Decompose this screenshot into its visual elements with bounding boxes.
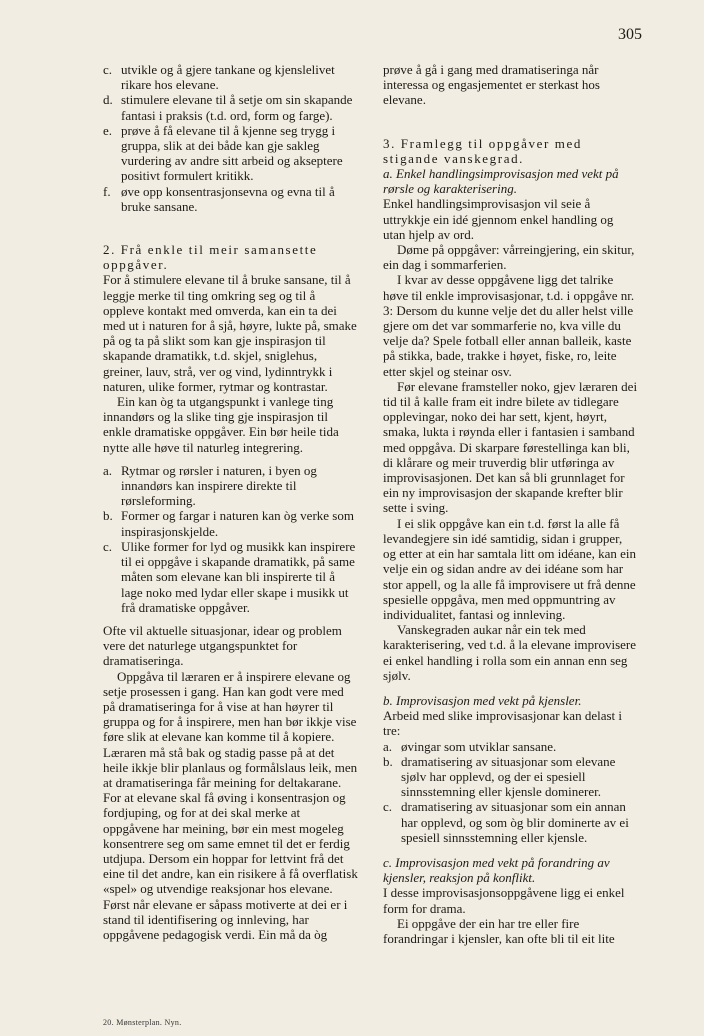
list-item	[103, 92, 358, 122]
emotion-list	[383, 739, 638, 845]
list-text: øve opp konsentrasjonsevna og evna til å bruke sansane.	[121, 183, 335, 214]
paragraph: I ei slik oppgåve kan ein t.d. først la alle få levandegjere sin idé samtidig, sidan i grupper, og etter at ein har samtala litt om idéane, kan ein velje ein og sidan andre av dei idéane som har stor appell, og la alle få improvisere ut frå denne spesielle oppgåva, men med oppmuntring av individualitet, fantasi og innleving.	[383, 515, 637, 622]
left-column	[103, 62, 358, 942]
list-text: Rytmar og rørsler i naturen, i byen og innandørs kan inspirere direkte til rørsleforming.	[121, 462, 317, 509]
list-marker: c.	[103, 538, 113, 554]
list-item	[103, 539, 358, 615]
subheading-b: b. Improvisasjon med vekt på kjensler.	[383, 692, 582, 708]
list-marker: f.	[103, 183, 111, 199]
footer-signature: 20. Mønsterplan. Nyn.	[103, 1018, 182, 1027]
page-number: 305	[618, 26, 642, 43]
list-item	[103, 184, 358, 214]
list-text: Ulike former for lyd og musikk kan inspirere til ei oppgåve i skapande dramatikk, på same måten som elevane kan bli inspirerte til å lage noko med lydar eller skape i musikk ut frå dramatiske oppgåver.	[121, 538, 356, 615]
list-marker: c.	[103, 62, 113, 77]
subheading-a: a. Enkel handlingsimprovisasjon med vekt på rørsle og karakterisering.	[383, 166, 619, 197]
section-heading-3: 3. Framlegg til oppgåver med stigande vanskegrad.	[383, 135, 582, 166]
subheading-c: c. Improvisasjon med vekt på forandring av kjensler, reaksjon på konflikt.	[383, 854, 610, 886]
list-item	[383, 739, 638, 754]
inspiration-list	[103, 463, 358, 615]
list-text: Former og fargar i naturen kan òg verke som inspirasjonskjelde.	[121, 508, 354, 539]
list-text: dramatisering av situasjonar som elevane sjølv har opplevd, og der ei spesiell sinnsstemning eller kjensle dominerer.	[401, 753, 616, 800]
list-marker: e.	[103, 122, 113, 138]
paragraph: Ei oppgåve der ein har tre eller fire forandringar i kjensler, kan ofte bli til eit lite	[383, 915, 615, 946]
list-item	[103, 508, 358, 538]
list-text: utvikle og å gjere tankane og kjenslelivet rikare hos elevane.	[121, 62, 335, 93]
paragraph: For å stimulere elevane til å bruke sansane, til å leggje merke til ting omkring seg og til å oppleve kontakt med omverda, kan ein ta dei med ut i naturen for å sjå, høyre, lukte på, smake på og ta på slikt som kan gje inspirasjon til skapande dramatikk, t.d. skjel, sniglehus, greiner, lauv, strå, ver og vind, lydinntrykk i naturen, ulike former, rytmar og kontrastar.	[103, 272, 357, 394]
list-item	[383, 754, 638, 800]
paragraph: prøve å gå i gang med dramatiseringa når interessa og engasjementet er sterkast hos elevane.	[383, 62, 600, 108]
paragraph: Vanskegraden aukar når ein tek med karakterisering, ved t.d. å la elevane improvisere ei enkel handling i rolla som ein annan enn seg sjølv.	[383, 622, 637, 683]
paragraph: Døme på oppgåver: vårreingjering, ein skitur, ein dag i sommarferien.	[383, 242, 635, 273]
paragraph: Oppgåva til læraren er å inspirere elevane og setje prosessen i gang. Han kan godt vere med på dramatiseringa for å vise at han høyrer til gruppa og for å inspirere, men han bør ikkje vise føre slik at elevane kan komme til å kopiere. Læraren må stå bak og stadig passe på at det heile ikkje blir planlaus og formålslaus leik, men at dramatiseringa får meining for deltakarane. For at elevane skal få øving i konsentrasjon og fordjuping, og for at dei skal merke at oppgåvene har meining, bør ein mest mogeleg konsentrere seg om same emnet til det er ferdig utdjupa. Dersom ein hoppar for lettvint frå det eine til det andre, kan ein risikere å få overflatisk «spel» og utvendige reaksjonar hos elevane. Først når elevane er såpass motiverte at dei er i stand til identifisering og innleving, har oppgåvene pedagogisk verdi. Ein må da òg	[103, 668, 358, 942]
list-marker: d.	[103, 92, 113, 108]
paragraph: Ofte vil aktuelle situasjonar, idear og problem vere det naturlege utgangspunktet for dramatiseringa.	[103, 622, 342, 669]
list-text: prøve å få elevane til å kjenne seg trygg i gruppa, slik at dei både kan gje sakleg vurdering av andre sitt arbeid og akseptere positivt formulert kritikk.	[121, 122, 343, 184]
section-heading-2: 2. Frå enkle til meir samansette oppgåver.	[103, 242, 318, 273]
paragraph: I desse improvisasjonsoppgåvene ligg ei enkel form for drama.	[383, 885, 625, 916]
list-text: øvingar som utviklar sansane.	[401, 738, 557, 754]
paragraph: Enkel handlingsimprovisasjon vil seie å uttrykkje ein idé gjennom enkel handling og utan hjelp av ord.	[383, 196, 614, 242]
objectives-list	[103, 62, 358, 214]
paragraph: I kvar av desse oppgåvene ligg det talrike høve til enkle improvisasjonar, t.d. i oppgåve nr. 3: Dersom du kunne velje det du aller helst ville gjere om det var sommarferie no, kva ville du velje da? Spele fotball eller annan balleik, kaste på stikka, bade, trakke i høyet, fiske, ro, leite etter skjel og steinar osv.	[383, 272, 635, 379]
list-marker: a.	[383, 738, 393, 754]
paragraph: Før elevane framsteller noko, gjev læraren dei tid til å kalle fram eit indre bilete av tidlegare opplevingar, noko dei har sett, kjent, høyrt, smaka, lukta i røynda eller i fantasien i samband med oppgåva. Di skarpare førestellinga kan bli, di klårare og meir truverdig blir utføringa av improvisasjonen. Det kan så bli grunnlaget for ein ny improvisasjon der skapande krefter blir sette i sving.	[383, 378, 638, 516]
paragraph: Ein kan òg ta utgangspunkt i vanlege ting innandørs og la slike ting gje inspirasjon til enkle dramatiske oppgåver. Ein bør heile tida nytte alle høve til naturleg integrering.	[103, 394, 339, 455]
paragraph: Arbeid med slike improvisasjonar kan delast i tre:	[383, 708, 623, 739]
list-item	[103, 123, 358, 184]
list-marker: a.	[103, 462, 113, 478]
list-item	[383, 799, 638, 845]
list-marker: b.	[103, 508, 113, 524]
right-column	[383, 62, 638, 946]
list-item	[103, 62, 358, 92]
list-text: dramatisering av situasjonar som ein annan har opplevd, og som òg blir dominerte av ei spesiell sinnsstemning eller kjensle.	[401, 799, 629, 845]
list-marker: b.	[383, 753, 393, 769]
list-marker: c.	[383, 799, 393, 815]
list-text: stimulere elevane til å setje om sin skapande fantasi i praksis (t.d. ord, form og farge).	[121, 92, 353, 123]
list-item	[103, 463, 358, 509]
